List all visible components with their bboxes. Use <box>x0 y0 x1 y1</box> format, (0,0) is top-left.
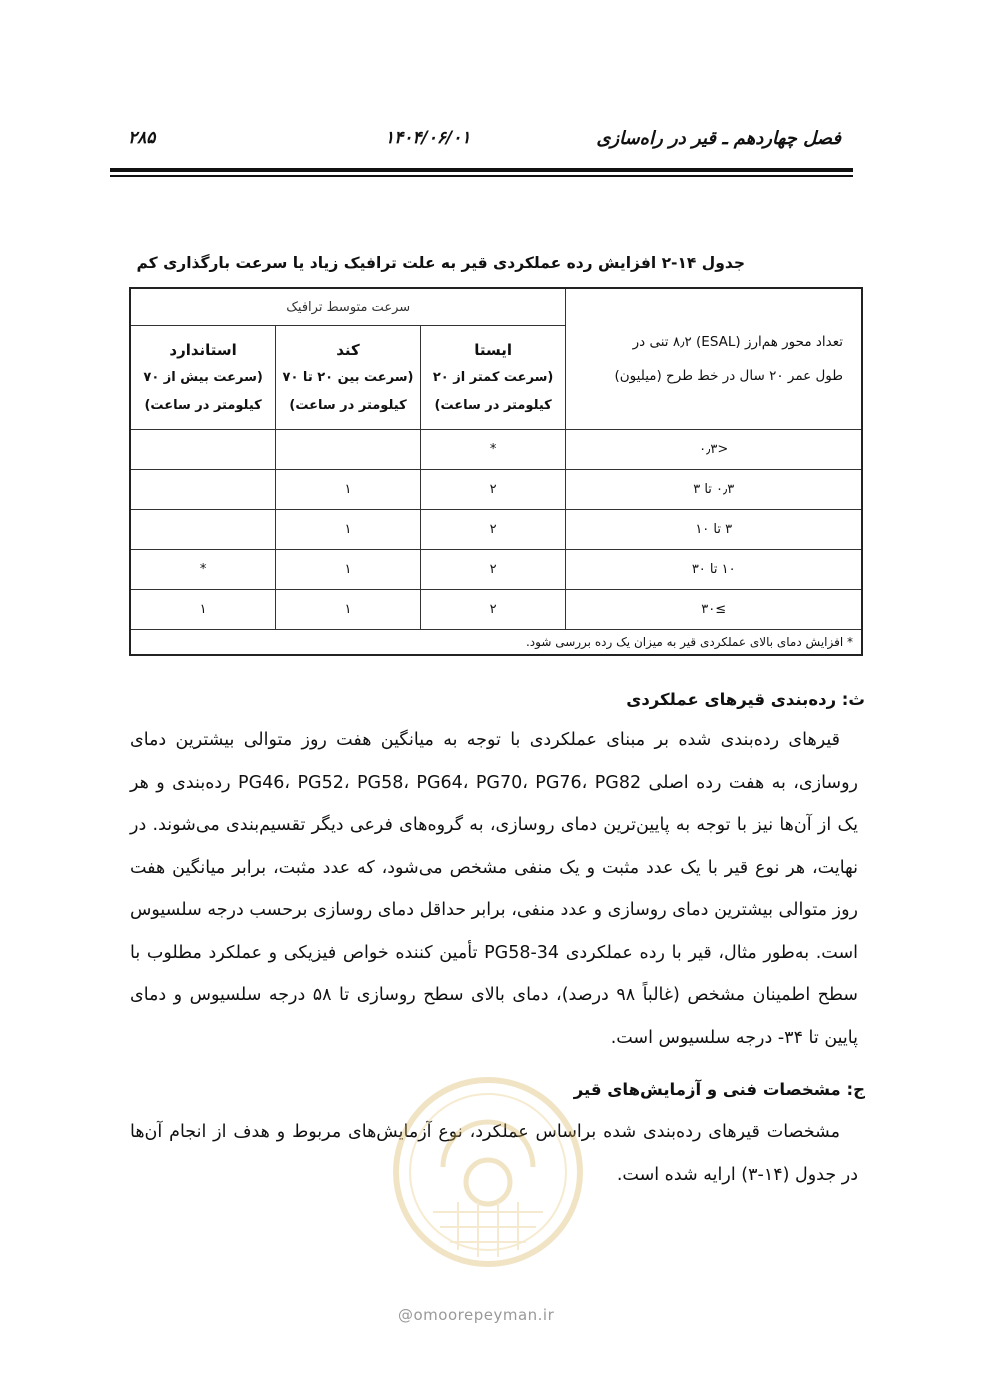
esal-cell: ≥۳۰ <box>566 590 862 630</box>
esal-cell: ۰٫۳ تا ۳ <box>566 470 862 510</box>
esal-header-cell <box>566 288 862 430</box>
column-line: کیلومتر در ساعت) <box>434 397 552 413</box>
value-cell: ۱ <box>276 590 421 630</box>
section-heading: ث: رده‌بندی قیرهای عملکردی <box>626 690 865 709</box>
value-cell: * <box>420 430 566 470</box>
paragraph: مشخصات قیرهای رده‌بندی شده براساس عملکرد، نوع آزمایش‌های مربوط و هدف از انجام آن‌ها در جدول (۱۴-۳) ارایه شده است. <box>130 1122 858 1185</box>
table-caption: جدول ۱۴-۲ افزایش رده عملکردی قیر به علت ترافیک زیاد یا سرعت بارگذاری کم <box>136 254 745 272</box>
page-number: ۲۸۵ <box>128 128 156 148</box>
header-rule-thick <box>110 168 853 172</box>
value-cell <box>130 510 276 550</box>
value-cell: ۱ <box>276 550 421 590</box>
value-cell: ۱ <box>276 470 421 510</box>
table-row <box>130 470 862 510</box>
table-row <box>130 550 862 590</box>
table-footnote: * افزایش دمای بالای عملکردی قیر به میزان یک رده بررسی شود. <box>130 630 862 656</box>
value-cell: ۲ <box>420 510 566 550</box>
column-line: کیلومتر در ساعت) <box>144 397 262 413</box>
column-header-static <box>420 326 566 430</box>
column-name: کند <box>336 340 360 359</box>
value-cell: ۱ <box>276 510 421 550</box>
table-row <box>130 430 862 470</box>
table-row <box>130 510 862 550</box>
table-row <box>130 590 862 630</box>
running-header-title: فصل چهاردهم ـ قیر در راه‌سازی <box>596 128 841 149</box>
paragraph: قیرهای رده‌بندی شده بر مبنای عملکردی با توجه به میانگین هفت روز متوالی بیشترین دمای روسازی، به هفت رده اصلی PG46، PG52، PG58، PG64، PG70، PG76، PG82 رده‌بندی و هر یک از آن‌ها نیز با توجه به پایین‌ترین دمای روسازی، به گروه‌های فرعی دیگر تقسیم‌بندی می‌شوند. در نهایت، هر نوع قیر با یک عدد مثبت و یک منفی مشخص می‌شود، که عدد مثبت، برابر میانگین هفت روز متوالی بیشترین دمای روسازی و عدد منفی، برابر حداقل دمای روسازی برحسب درجه سلسیوس است. به‌طور مثال، قیر با رده عملکردی PG58-34 تأمین کننده خواص فیزیکی و عملکرد مطلوب با سطح اطمینان مشخص (غالباً ۹۸ درصد)، دمای بالای سطح روسازی تا ۵۸ درجه سلسیوس و دمای پایین تا ۳۴- درجه سلسیوس است. <box>130 730 858 1048</box>
value-cell <box>130 430 276 470</box>
column-name: استاندارد <box>169 340 237 359</box>
value-cell: ۱ <box>130 590 276 630</box>
speed-header-cell: سرعت متوسط ترافیک <box>130 288 566 326</box>
column-line: (سرعت بین ۲۰ تا ۷۰ <box>282 369 414 385</box>
seal-logo-icon <box>388 1072 588 1272</box>
esal-header-line: طول عمر ۲۰ سال در خط طرح (میلیون) <box>614 368 843 384</box>
column-line: (سرعت بیش از ۷۰ <box>143 369 263 385</box>
section-heading: ج: مشخصات فنی و آزمایش‌های قیر <box>573 1080 865 1099</box>
running-header-date: ۱۴۰۴/۰۶/۰۱ <box>385 128 471 148</box>
value-cell: ۲ <box>420 590 566 630</box>
esal-cell: ۳ تا ۱۰ <box>566 510 862 550</box>
esal-cell: ۱۰ تا ۳۰ <box>566 550 862 590</box>
binder-grade-table <box>129 287 863 656</box>
value-cell: ۲ <box>420 470 566 510</box>
header-rule-thin <box>110 175 853 177</box>
value-cell: * <box>130 550 276 590</box>
esal-cell: <۰٫۳ <box>566 430 862 470</box>
column-header-standard <box>130 326 276 430</box>
value-cell <box>276 430 421 470</box>
value-cell <box>130 470 276 510</box>
esal-header-line: تعداد محور هم‌ارز (ESAL) ۸٫۲ تنی در <box>632 334 843 350</box>
watermark-text: @omoorepeyman.ir <box>398 1306 555 1324</box>
column-name: ایستا <box>474 340 513 359</box>
column-line: (سرعت کمتر از ۲۰ <box>432 369 554 385</box>
value-cell: ۲ <box>420 550 566 590</box>
column-line: کیلومتر در ساعت) <box>289 397 407 413</box>
column-header-slow <box>276 326 421 430</box>
